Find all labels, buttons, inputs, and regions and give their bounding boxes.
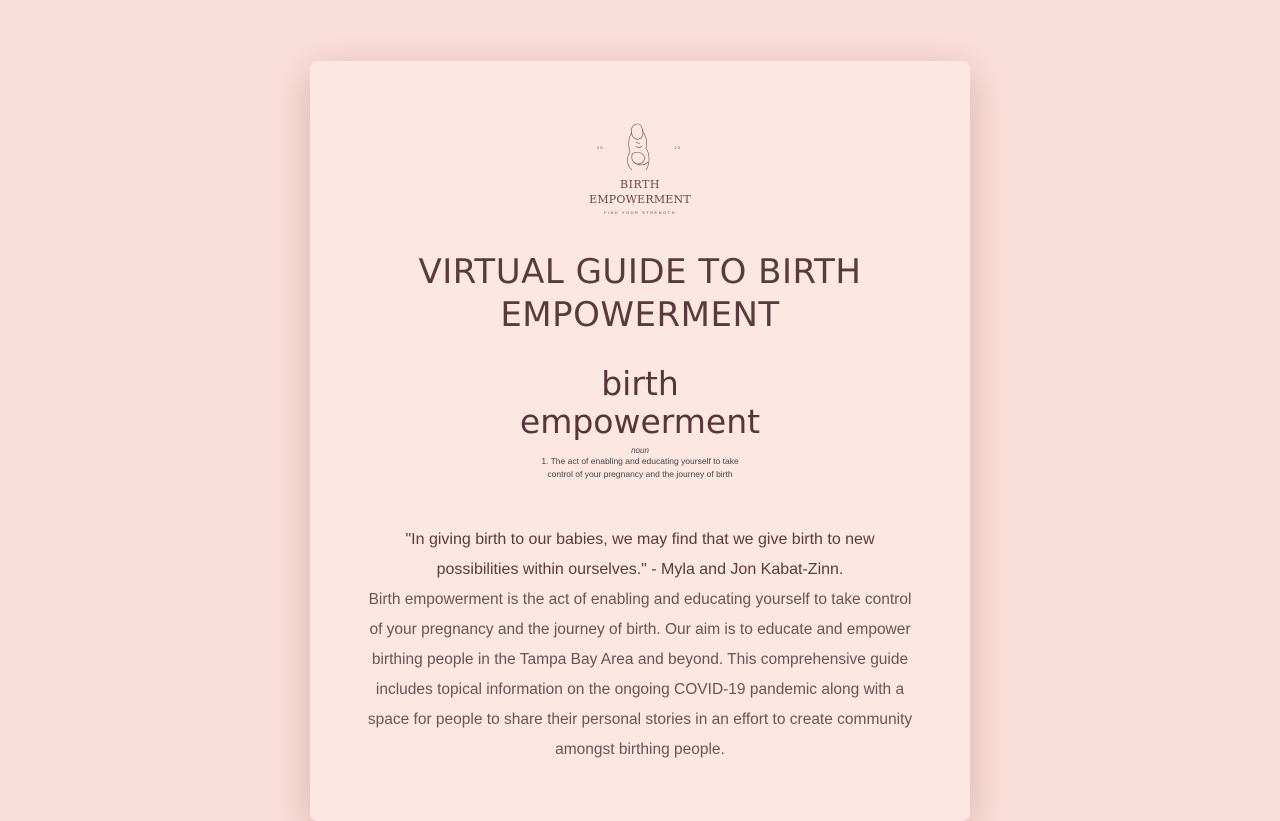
page-title: VIRTUAL GUIDE TO BIRTH EMPOWERMENT bbox=[418, 252, 862, 335]
definition-word-line1: birth bbox=[601, 364, 679, 403]
logo-word-empowerment: EMPOWERMENT bbox=[589, 193, 691, 206]
logo-year-left: 20 bbox=[597, 145, 604, 150]
logo-word-birth: BIRTH bbox=[620, 178, 660, 191]
mother-baby-illustration-icon bbox=[610, 118, 670, 178]
definition-meaning: 1. The act of enabling and educating yourself to take control of your pregnancy and the journey of birth bbox=[541, 456, 739, 479]
content-card bbox=[310, 61, 970, 821]
definition-word-line2: empowerment bbox=[519, 402, 761, 441]
logo-year-right: 20 bbox=[674, 145, 681, 150]
brand-logo[interactable] bbox=[585, 116, 695, 221]
definition-part-of-speech: noun bbox=[631, 446, 649, 455]
quote-text: "In giving birth to our babies, we may find that we give birth to new possibilities within ourselves." - Myla and Jon Kabat-Zinn. bbox=[405, 531, 875, 578]
intro-paragraph: Birth empowerment is the act of enabling and educating yourself to take control of your pregnancy and the journey of birth. Our aim is to educate and empower birthing people in the Tampa Bay Area and beyond. This comprehensive guide includes topical information on the ongoing COVID-19 pandemic along with a space for people to share their personal stories in an effort to create community amongst birthing people. bbox=[367, 591, 913, 758]
definition-graphic bbox=[510, 366, 770, 480]
logo-tagline: FIND YOUR STRENGTH bbox=[603, 210, 677, 215]
